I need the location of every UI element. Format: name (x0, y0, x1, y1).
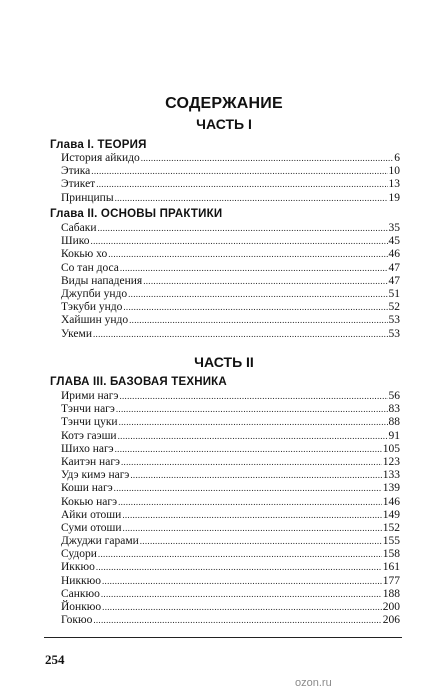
toc-entry-title: Никкюо (61, 574, 101, 587)
chapter-2-heading: Глава II. ОСНОВЫ ПРАКТИКИ (50, 208, 223, 220)
dot-leader (115, 192, 388, 205)
dot-leader (93, 614, 381, 627)
dot-leader (130, 469, 381, 482)
toc-entry (61, 522, 400, 535)
toc-entry (61, 509, 400, 522)
dot-leader (120, 262, 388, 275)
toc-entry-title: Судори (61, 548, 97, 561)
toc-entry (61, 275, 400, 288)
toc-entry-title: Иккюо (61, 561, 95, 574)
toc-entry-page: 56 (388, 390, 400, 402)
toc-entry-page: 10 (388, 165, 400, 178)
toc-entry-page: 133 (382, 469, 400, 482)
toc-entry-title: Хайшин ундо (61, 314, 129, 327)
dot-leader (121, 456, 382, 469)
toc-entry (61, 165, 400, 178)
toc-entry-page: 158 (382, 548, 400, 561)
dot-leader (93, 328, 388, 341)
toc-entry-page: 152 (382, 521, 400, 534)
dot-leader (118, 496, 382, 509)
toc-entry-title: Шихо нагэ (61, 442, 114, 455)
toc-entry-page: 188 (382, 587, 400, 600)
toc-entry-title: Сабаки (61, 222, 97, 234)
toc-entry (61, 235, 400, 248)
toc-entry-title: История айкидо (61, 152, 140, 164)
toc-entry-title: Кокью хо (61, 248, 108, 261)
toc-entry (61, 262, 400, 275)
toc-entry-page: 105 (382, 442, 400, 455)
dot-leader (108, 248, 387, 261)
toc-entry-page: 6 (394, 152, 400, 164)
toc-entry-title: Тэнчи нагэ (61, 403, 115, 416)
toc-entry-page: 46 (388, 248, 400, 261)
toc-entry-page: 149 (382, 508, 400, 521)
toc-entry-page: 123 (382, 455, 400, 468)
dot-leader (96, 178, 387, 191)
toc-entry-title: Тэкуби ундо (61, 301, 123, 314)
toc-entry-title: Укеми (61, 327, 92, 340)
dot-leader (102, 601, 382, 614)
dot-leader (98, 548, 382, 561)
chapter-3-entries (61, 390, 400, 627)
dot-leader (141, 152, 394, 165)
dot-leader (128, 288, 387, 301)
toc-entry (61, 561, 400, 574)
contents-title: СОДЕРЖАНИЕ (165, 95, 283, 112)
toc-entry-page: 161 (382, 561, 400, 574)
toc-entry-page: 88 (388, 416, 400, 429)
toc-entry (61, 575, 400, 588)
dot-leader (96, 561, 382, 574)
toc-entry (61, 496, 400, 509)
toc-entry-page: 155 (382, 535, 400, 548)
toc-entry (61, 178, 400, 191)
toc-entry (61, 314, 400, 327)
dot-leader (91, 165, 387, 178)
toc-entry-title: Айки отоши (61, 508, 122, 521)
toc-entry-title: Виды нападения (61, 274, 143, 287)
toc-entry (61, 288, 400, 301)
dot-leader (122, 509, 381, 522)
toc-entry-page: 13 (388, 178, 400, 191)
toc-entry-page: 200 (382, 601, 400, 613)
toc-entry-title: Шико (61, 235, 90, 248)
dot-leader (118, 430, 388, 443)
dot-leader (102, 575, 382, 588)
toc-entry (61, 614, 400, 627)
toc-entry-page: 47 (388, 274, 400, 287)
toc-entry (61, 248, 400, 261)
toc-entry (61, 222, 400, 235)
toc-entry (61, 416, 400, 429)
toc-entry-page: 35 (388, 222, 400, 234)
toc-entry-page: 146 (382, 495, 400, 508)
toc-entry (61, 443, 400, 456)
toc-entry-title: Джуджи гарами (61, 535, 139, 548)
toc-entry (61, 430, 400, 443)
toc-entry-title: Санкюо (61, 587, 100, 600)
toc-entry-title: Этика (61, 165, 91, 178)
part-1-heading: ЧАСТЬ I (196, 116, 252, 132)
toc-entry-title: Каитэн нагэ (61, 455, 120, 468)
toc-entry (61, 588, 400, 601)
dot-leader (143, 275, 387, 288)
toc-entry (61, 328, 400, 341)
dot-leader (116, 403, 388, 416)
toc-entry-page: 52 (388, 301, 400, 314)
dot-leader (114, 482, 382, 495)
toc-entry-page: 19 (388, 191, 400, 204)
toc-entry-title: Суми отоши (61, 521, 122, 534)
toc-entry-title: Со тан доса (61, 261, 119, 274)
toc-entry (61, 152, 400, 165)
toc-entry-page: 177 (382, 574, 400, 587)
footer-rule (44, 637, 402, 638)
chapter-1-heading: Глава I. ТЕОРИЯ (50, 139, 147, 151)
dot-leader (119, 390, 387, 403)
toc-entry-title: Гокюо (61, 614, 93, 627)
toc-entry (61, 482, 400, 495)
toc-entry-title: Удэ кимэ нагэ (61, 469, 130, 482)
toc-entry-page: 51 (388, 287, 400, 300)
dot-leader (115, 443, 382, 456)
watermark: ozon.ru (295, 677, 332, 689)
toc-entry-title: Кокью нагэ (61, 495, 118, 508)
toc-entry-page: 206 (382, 614, 400, 627)
toc-entry-title: Ирими нагэ (61, 390, 119, 402)
toc-entry (61, 469, 400, 482)
toc-entry-page: 47 (388, 261, 400, 274)
toc-entry (61, 456, 400, 469)
toc-entry (61, 390, 400, 403)
toc-entry-title: Тэнчи цуки (61, 416, 118, 429)
chapter-1-entries (61, 152, 400, 205)
dot-leader (101, 588, 382, 601)
part-2-heading: ЧАСТЬ II (194, 354, 254, 370)
chapter-2-entries (61, 222, 400, 341)
toc-entry-title: Этикет (61, 178, 96, 191)
toc-entry (61, 192, 400, 205)
toc-entry-title: Джупби ундо (61, 287, 128, 300)
toc-entry-page: 91 (388, 429, 400, 442)
dot-leader (97, 222, 387, 235)
dot-leader (123, 522, 382, 535)
page-number: 254 (45, 652, 65, 667)
toc-entry (61, 403, 400, 416)
toc-entry-title: Принципы (61, 191, 114, 204)
toc-entry-title: Йонкюо (61, 601, 102, 613)
toc-entry (61, 548, 400, 561)
dot-leader (140, 535, 382, 548)
toc-entry-page: 53 (388, 314, 400, 327)
dot-leader (129, 314, 387, 327)
toc-entry (61, 301, 400, 314)
toc-entry-page: 45 (388, 235, 400, 248)
toc-entry-page: 139 (382, 482, 400, 495)
toc-entry-title: Коши нагэ (61, 482, 113, 495)
dot-leader (123, 301, 387, 314)
toc-entry-title: Котэ гаэши (61, 429, 117, 442)
toc-entry-page: 83 (388, 403, 400, 416)
chapter-3-heading: ГЛАВА III. БАЗОВАЯ ТЕХНИКА (50, 376, 227, 388)
toc-entry (61, 535, 400, 548)
dot-leader (119, 416, 388, 429)
toc-entry (61, 601, 400, 614)
dot-leader (91, 235, 388, 248)
toc-entry-page: 53 (388, 327, 400, 340)
